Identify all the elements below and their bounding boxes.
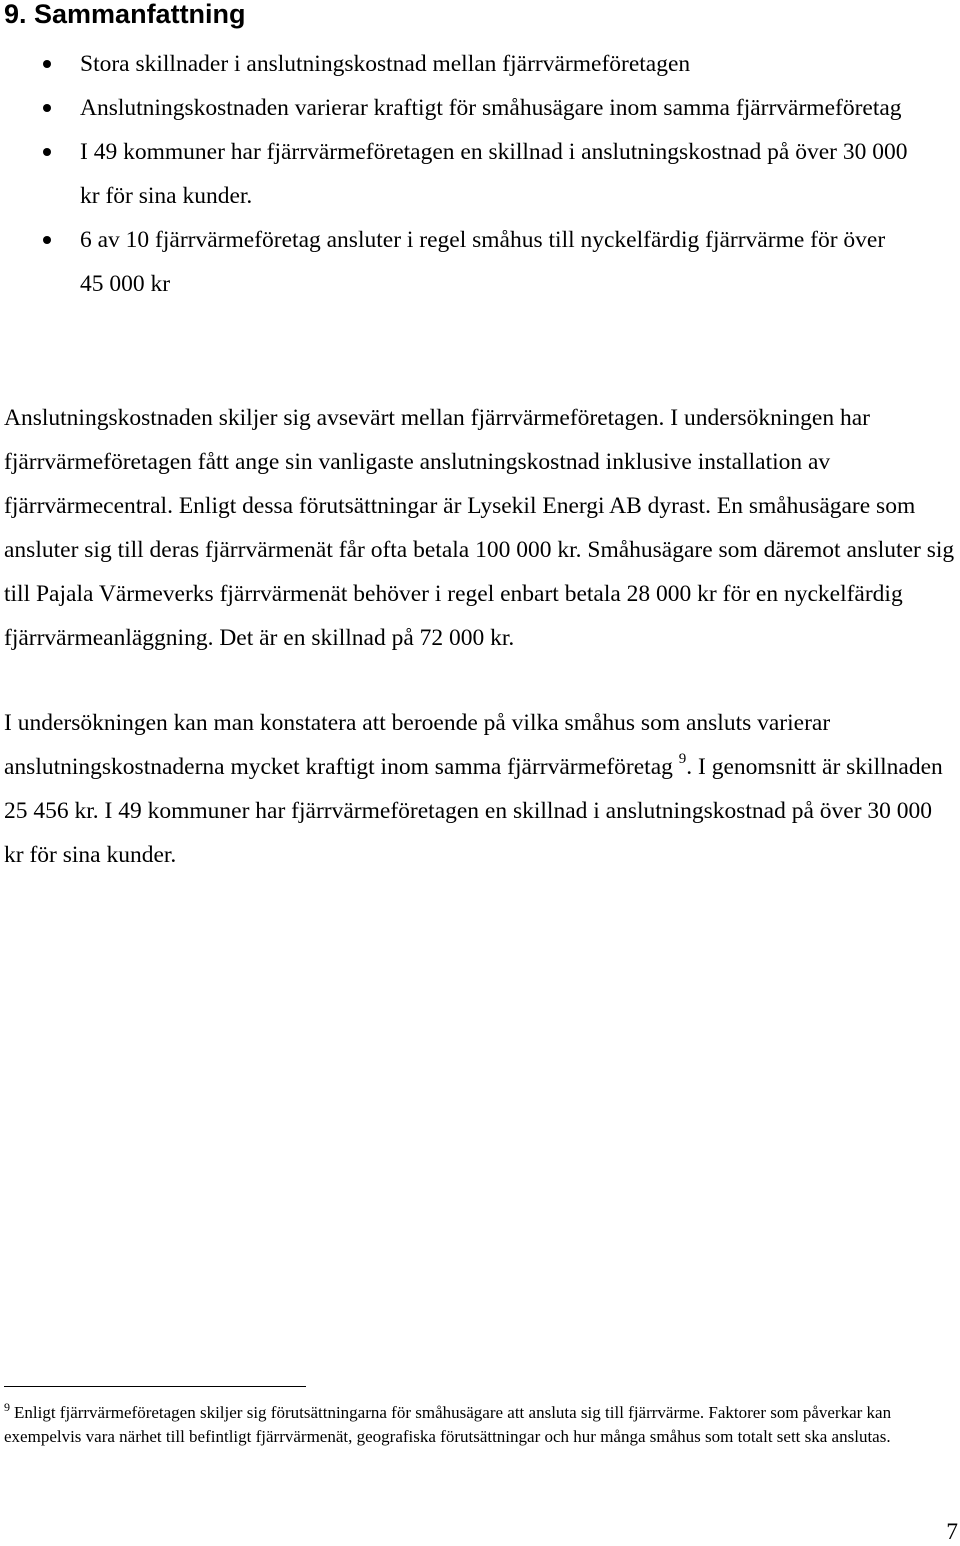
bullet-item — [0, 130, 950, 218]
bullet-icon — [43, 60, 51, 68]
section-heading: 9. Sammanfattning — [4, 0, 246, 29]
page-number: 7 — [946, 1519, 958, 1545]
body-paragraph — [4, 701, 956, 877]
summary-bullet-list — [0, 42, 950, 306]
footnote-separator — [4, 1386, 306, 1387]
bullet-icon — [43, 236, 51, 244]
footnote-text: Enligt fjärrvärmeföretagen skiljer sig förutsättningarna för småhusägare att ansluta sig till fjärrvärme. Faktorer som påverkar kan exempelvis vara närhet till befintligt fjärrvärmenät, geografiska förutsättningar och hur många småhus som totalt sett ska anslutas. — [4, 1403, 892, 1446]
footnote-reference[interactable]: 9 — [678, 751, 687, 767]
bullet-text: I 49 kommuner har fjärrvärmeföretagen en skillnad i anslutningskostnad på över 30 000 kr för sina kunder. — [80, 139, 908, 209]
paragraph-text: I undersökningen kan man konstatera att beroende på vilka småhus som ansluts varierar anslutningskostnaderna mycket kraftigt inom samma fjärrvärmeföretag — [4, 710, 831, 780]
bullet-item — [0, 42, 950, 86]
footnote-number: 9 — [4, 1400, 10, 1414]
bullet-item — [0, 218, 950, 306]
body-paragraph: Anslutningskostnaden skiljer sig avsevärt mellan fjärrvärmeföretagen. I undersökningen har fjärrvärmeföretagen fått ange sin vanligaste anslutningskostnad inklusive installation av fjärrvärmecentral. Enligt dessa förutsättningar är Lysekil Energi AB dyrast. En småhusägare som ansluter sig till deras fjärrvärmenät får ofta betala 100 000 kr. Småhusägare som däremot ansluter sig till Pajala Värmeverks fjärrvärmenät behöver i regel enbart betala 28 000 kr för en nyckelfärdig fjärrvärmeanläggning. Det är en skillnad på 72 000 kr. — [4, 405, 955, 651]
bullet-text: Stora skillnader i anslutningskostnad mellan fjärrvärmeföretagen — [80, 51, 691, 77]
bullet-text: 6 av 10 fjärrvärmeföretag ansluter i regel småhus till nyckelfärdig fjärrvärme för över 45 000 kr — [80, 227, 886, 297]
bullet-icon — [43, 104, 51, 112]
bullet-text: Anslutningskostnaden varierar kraftigt för småhusägare inom samma fjärrvärmeföretag — [80, 95, 902, 121]
bullet-item — [0, 86, 950, 130]
paragraph-text: . I genomsnitt är skillnaden 25 456 kr. I 49 kommuner har fjärrvärmeföretagen en skillnad i anslutningskostnad på över 30 000 kr för sina kunder. — [4, 754, 943, 868]
footnote — [4, 1401, 959, 1449]
bullet-icon — [43, 148, 51, 156]
